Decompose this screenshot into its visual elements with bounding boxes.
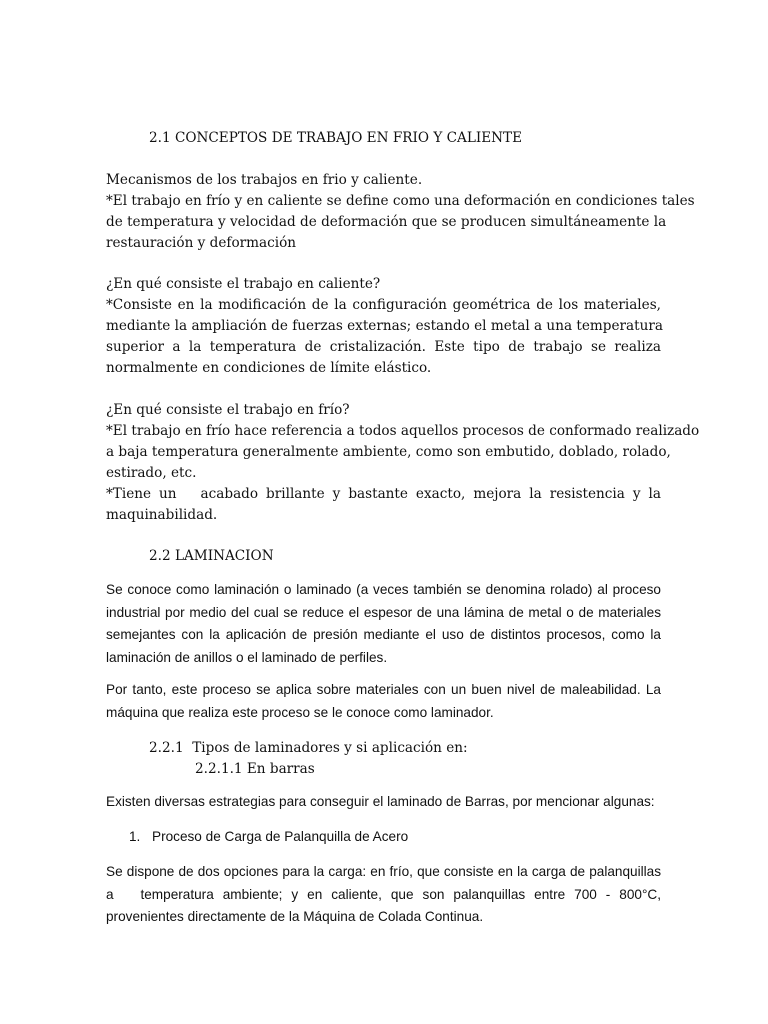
paragraph-line: *Tiene un acabado brillante y bastante exacto, mejora la resistencia y la — [106, 486, 661, 502]
list-item: Proceso de Carga de Palanquilla de Acero — [152, 829, 409, 844]
list-item-number: 1. — [129, 829, 141, 844]
paragraph-line: *El trabajo en frío y en caliente se define como una deformación en condiciones tales — [106, 193, 695, 209]
paragraph-line: superior a la temperatura de cristalización. Este tipo de trabajo se realiza — [106, 339, 661, 355]
paragraph-line: *El trabajo en frío hace referencia a todos aquellos procesos de conformado realizado — [106, 423, 700, 439]
paragraph-line: estirado, etc. — [106, 465, 197, 481]
laminacion-paragraph-2 — [106, 679, 661, 724]
section-heading-2-1: 2.1 CONCEPTOS DE TRABAJO EN FRIO Y CALIENTE — [149, 130, 523, 146]
hot-work-paragraph — [106, 274, 661, 379]
paragraph-line: maquinabilidad. — [106, 507, 218, 523]
paragraph-line: a baja temperatura generalmente ambiente, como son embutido, doblado, rolado, — [106, 444, 671, 460]
paragraph-line: provenientes directamente de la Máquina de Colada Continua. — [106, 909, 484, 924]
cold-work-paragraph — [106, 400, 700, 526]
subsection-heading-2-2-1-1: 2.2.1.1 En barras — [195, 761, 315, 777]
paragraph-line: Existen diversas estrategias para conseguir el laminado de Barras, por mencionar algunas: — [106, 794, 655, 809]
paragraph-line: *Consiste en la modificación de la configuración geométrica de los materiales, — [106, 297, 661, 313]
cold-work-question: ¿En qué consiste el trabajo en frío? — [106, 402, 350, 418]
paragraph-line: semejantes con la aplicación de presión mediante el uso de distintos procesos, como la — [106, 627, 661, 642]
paragraph-line: Se conoce como laminación o laminado (a veces también se denomina rolado) al proceso — [106, 582, 661, 597]
hot-work-question: ¿En qué consiste el trabajo en caliente? — [106, 276, 381, 292]
laminacion-paragraph-1 — [106, 579, 661, 669]
carga-paragraph — [106, 861, 661, 929]
section-heading-2-2: 2.2 LAMINACION — [149, 548, 274, 564]
paragraph-line: normalmente en condiciones de límite elástico. — [106, 360, 432, 376]
mechanisms-title: Mecanismos de los trabajos en frio y caliente. — [106, 172, 423, 188]
paragraph-line: mediante la ampliación de fuerzas externas; estando el metal a una temperatura — [106, 318, 663, 334]
paragraph-line: Por tanto, este proceso se aplica sobre materiales con un buen nivel de maleabilidad. La — [106, 682, 661, 697]
mechanisms-paragraph — [106, 170, 695, 254]
paragraph-line: restauración y deformación — [106, 235, 297, 251]
subsection-heading-2-2-1: 2.2.1 Tipos de laminadores y si aplicación en: — [149, 740, 468, 756]
paragraph-line: Se dispone de dos opciones para la carga: en frío, que consiste en la carga de palanquillas — [106, 864, 661, 879]
paragraph-line: laminación de anillos o el laminado de perfiles. — [106, 649, 388, 665]
paragraph-line: de temperatura y velocidad de deformación que se producen simultáneamente la — [106, 214, 667, 230]
paragraph-line: industrial por medio del cual se reduce el espesor de una lámina de metal o de materiales — [106, 604, 661, 620]
paragraph-line: a temperatura ambiente; y en caliente, que son palanquillas entre 700 - 800°C, — [106, 886, 661, 902]
barras-intro-paragraph — [106, 791, 661, 814]
paragraph-line: máquina que realiza este proceso se le conoce como laminador. — [106, 704, 494, 720]
